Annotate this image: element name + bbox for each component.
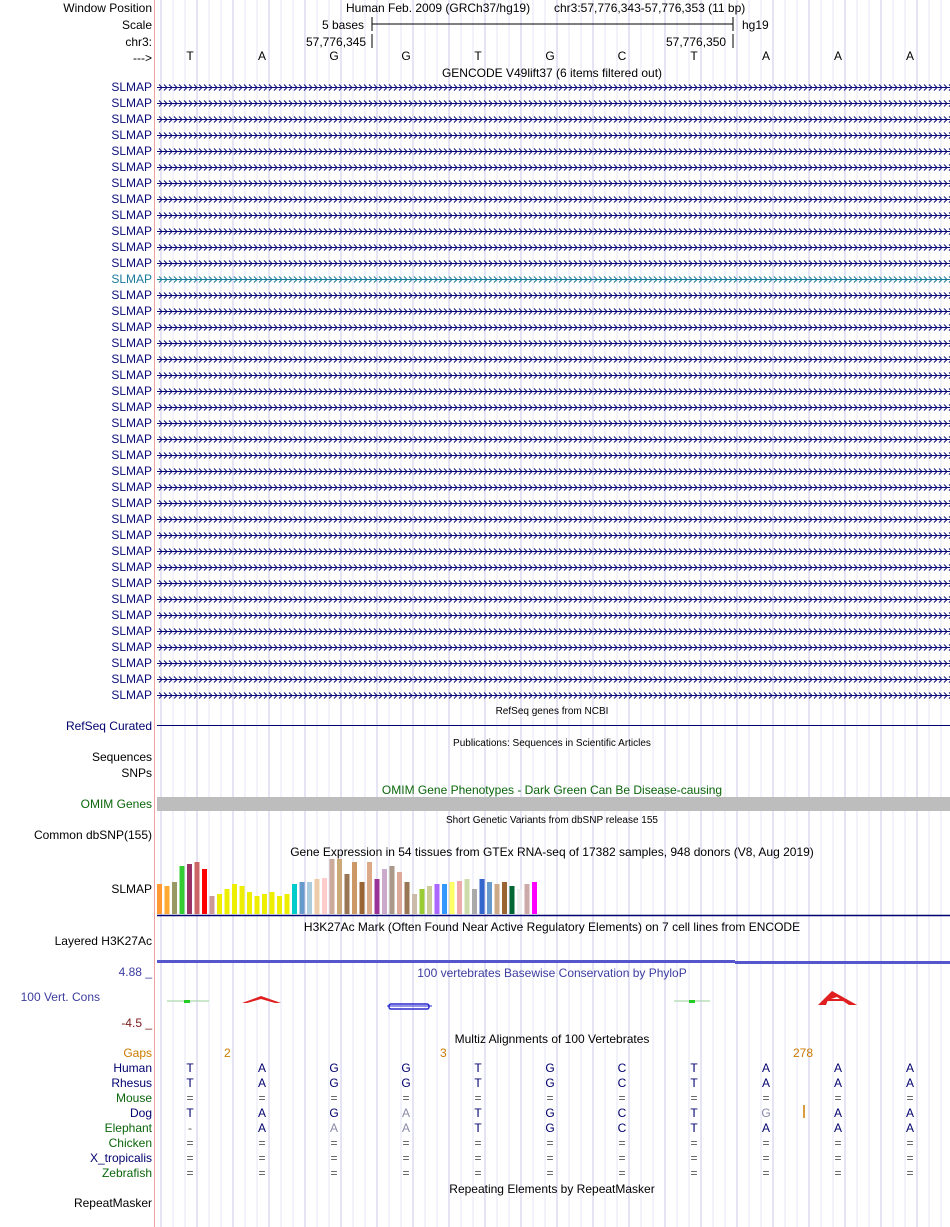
window-position-label: Window Position: [63, 1, 152, 15]
species-label[interactable]: Human: [113, 1061, 152, 1075]
gencode-gene-label[interactable]: SLMAP: [111, 400, 152, 414]
gencode-transcript[interactable]: [157, 580, 950, 587]
phylop-min-label: -4.5 _: [121, 1016, 152, 1030]
gencode-transcript[interactable]: [157, 356, 950, 363]
gencode-gene-label[interactable]: SLMAP: [111, 304, 152, 318]
gencode-transcript[interactable]: [157, 484, 950, 491]
alignment-base: G: [545, 1106, 555, 1120]
gencode-transcript[interactable]: [157, 292, 950, 299]
repeatmasker-track-label[interactable]: RepeatMasker: [73, 1196, 152, 1210]
gtex-tissue-bar[interactable]: [532, 882, 537, 914]
alignment-base: A: [257, 1061, 267, 1075]
dbsnp-track-label[interactable]: Common dbSNP(155): [33, 828, 152, 842]
gencode-gene-label[interactable]: SLMAP: [111, 560, 152, 574]
gencode-transcript[interactable]: [157, 212, 950, 219]
gap-value: 3: [440, 1046, 447, 1060]
alignment-base: A: [761, 1121, 771, 1135]
gencode-transcript[interactable]: [157, 596, 950, 603]
alignment-base: A: [257, 1106, 267, 1120]
alignment-base: A: [833, 1076, 843, 1090]
alignment-base: T: [690, 1061, 698, 1075]
alignment-base: A: [905, 1061, 915, 1075]
scale-db: hg19: [742, 18, 769, 32]
gencode-gene-label[interactable]: SLMAP: [111, 464, 152, 478]
alignment-base: =: [834, 1151, 842, 1165]
gencode-gene-label[interactable]: SLMAP: [111, 496, 152, 510]
gtex-tissue-bar[interactable]: [502, 882, 507, 914]
sequence-base: T: [186, 49, 194, 63]
gtex-tissue-bar[interactable]: [517, 889, 522, 914]
gencode-gene-label[interactable]: SLMAP: [111, 544, 152, 558]
alignment-base: =: [834, 1166, 842, 1180]
omim-gene-bar[interactable]: [157, 797, 950, 811]
alignment-base: =: [330, 1091, 338, 1105]
alignment-base: =: [762, 1166, 770, 1180]
gtex-tissue-bar[interactable]: [157, 884, 162, 914]
gencode-gene-label[interactable]: SLMAP: [111, 288, 152, 302]
alignment-base: =: [402, 1151, 410, 1165]
gencode-transcript[interactable]: [157, 468, 950, 475]
species-label[interactable]: X_tropicalis: [89, 1151, 152, 1165]
gencode-transcript[interactable]: [157, 404, 950, 411]
sequence-base: T: [474, 49, 482, 63]
gencode-gene-label[interactable]: SLMAP: [111, 640, 152, 654]
alignment-base: =: [186, 1166, 194, 1180]
gtex-tissue-bar[interactable]: [420, 889, 425, 914]
gencode-transcript[interactable]: [157, 548, 950, 555]
alignment-base: T: [186, 1061, 194, 1075]
gtex-tissue-bar[interactable]: [442, 884, 447, 914]
gencode-transcript[interactable]: [157, 692, 950, 699]
gtex-tissue-bar[interactable]: [232, 884, 237, 914]
gtex-tissue-bar[interactable]: [240, 886, 245, 914]
alignment-base: T: [690, 1121, 698, 1135]
gencode-transcript[interactable]: [157, 516, 950, 523]
gencode-transcript[interactable]: [157, 164, 950, 171]
gencode-transcript[interactable]: [157, 340, 950, 347]
gtex-tissue-bar[interactable]: [217, 894, 222, 914]
gtex-tissue-bar[interactable]: [337, 859, 342, 914]
phylop-track-label[interactable]: 100 Vert. Cons: [20, 990, 100, 1004]
alignment-base: =: [546, 1166, 554, 1180]
gencode-gene-label[interactable]: SLMAP: [111, 112, 152, 126]
gencode-gene-label[interactable]: SLMAP: [111, 160, 152, 174]
gencode-gene-label[interactable]: SLMAP: [111, 592, 152, 606]
refseq-track-label[interactable]: RefSeq Curated: [65, 719, 152, 733]
alignment-base: =: [186, 1151, 194, 1165]
gencode-gene-label[interactable]: SLMAP: [111, 480, 152, 494]
label-separator: [154, 0, 155, 1227]
gtex-tissue-bar[interactable]: [345, 874, 350, 914]
gencode-transcript[interactable]: [157, 436, 950, 443]
omim-title: OMIM Gene Phenotypes - Dark Green Can Be Disease-causing: [381, 783, 723, 797]
gtex-tissue-bar[interactable]: [465, 879, 470, 914]
gencode-gene-label[interactable]: SLMAP: [111, 688, 152, 702]
alignment-base: A: [257, 1076, 267, 1090]
gap-value: 278: [793, 1046, 814, 1060]
multiz-title: Multiz Alignments of 100 Vertebrates: [454, 1032, 650, 1046]
alignment-base: G: [545, 1061, 555, 1075]
coordinates-label[interactable]: chr3:57,776,343-57,776,353 (11 bp): [554, 1, 746, 15]
alignment-base: =: [402, 1091, 410, 1105]
gtex-tissue-bar[interactable]: [322, 878, 327, 914]
gencode-transcript[interactable]: [157, 628, 950, 635]
alignment-base: =: [906, 1136, 914, 1150]
gtex-tissue-bar[interactable]: [457, 881, 462, 914]
alignment-base: A: [401, 1106, 411, 1120]
publications-label-line2[interactable]: SNPs: [121, 766, 152, 780]
alignment-base: =: [906, 1091, 914, 1105]
gencode-transcript[interactable]: [157, 132, 950, 139]
alignment-base: =: [618, 1136, 626, 1150]
alignment-base: T: [690, 1076, 698, 1090]
gtex-bar-chart[interactable]: [157, 859, 950, 917]
gtex-tissue-bar[interactable]: [202, 869, 207, 914]
gencode-gene-label[interactable]: SLMAP: [111, 608, 152, 622]
gencode-gene-label[interactable]: SLMAP: [111, 256, 152, 270]
phylop-max-label: 4.88 _: [118, 965, 152, 979]
alignment-base: A: [761, 1061, 771, 1075]
omim-track-label[interactable]: OMIM Genes: [80, 797, 152, 811]
gencode-transcript[interactable]: [157, 276, 950, 283]
gencode-gene-label[interactable]: SLMAP: [111, 176, 152, 190]
sequence-base: T: [690, 49, 698, 63]
gencode-gene-label[interactable]: SLMAP: [111, 336, 152, 350]
alignment-base: =: [834, 1136, 842, 1150]
gencode-title: GENCODE V49lift37 (6 items filtered out): [441, 66, 663, 80]
alignment-base: =: [618, 1166, 626, 1180]
gtex-tissue-bar[interactable]: [195, 862, 200, 914]
strand-label: --->: [133, 51, 152, 65]
gtex-tissue-bar[interactable]: [367, 862, 372, 914]
sequence-base: A: [905, 49, 915, 63]
gencode-transcript[interactable]: [157, 84, 950, 91]
sequence-base: A: [761, 49, 771, 63]
alignment-base: A: [329, 1121, 339, 1135]
alignment-base: A: [833, 1106, 843, 1120]
alignment-base: T: [474, 1106, 482, 1120]
alignment-base: =: [546, 1151, 554, 1165]
alignment-base: A: [905, 1121, 915, 1135]
alignment-base: =: [690, 1136, 698, 1150]
alignment-base: T: [690, 1106, 698, 1120]
gencode-transcript[interactable]: [157, 372, 950, 379]
alignment-base: C: [617, 1121, 627, 1135]
alignment-base: T: [474, 1076, 482, 1090]
gtex-tissue-bar[interactable]: [315, 879, 320, 914]
coord-right-tick: [732, 34, 734, 48]
coord-right: 57,776,350: [666, 35, 727, 49]
alignment-base: -: [188, 1121, 192, 1135]
gtex-tissue-bar[interactable]: [262, 894, 267, 914]
alignment-base: =: [258, 1151, 266, 1165]
phylop-title: 100 vertebrates Basewise Conservation by PhyloP: [417, 966, 687, 980]
alignment-base: G: [329, 1076, 339, 1090]
gtex-tissue-bar[interactable]: [450, 882, 455, 914]
gencode-transcript[interactable]: [157, 196, 950, 203]
gencode-gene-label[interactable]: SLMAP: [111, 448, 152, 462]
gencode-gene-label[interactable]: SLMAP: [111, 224, 152, 238]
gencode-transcript[interactable]: [157, 260, 950, 267]
alignment-base: A: [833, 1061, 843, 1075]
gtex-tissue-bar[interactable]: [510, 886, 515, 914]
gtex-tissue-bar[interactable]: [382, 869, 387, 914]
alignment-base: =: [258, 1091, 266, 1105]
gtex-tissue-bar[interactable]: [495, 884, 500, 914]
refseq-line[interactable]: [157, 725, 950, 726]
alignment-base: G: [401, 1076, 411, 1090]
dbsnp-center-label: Short Genetic Variants from dbSNP release 155: [446, 815, 658, 826]
alignment-base: A: [401, 1121, 411, 1135]
gtex-tissue-bar[interactable]: [435, 884, 440, 914]
alignment-base: =: [474, 1166, 482, 1180]
gencode-gene-label[interactable]: SLMAP: [111, 192, 152, 206]
gencode-transcript[interactable]: [157, 244, 950, 251]
alignment-base: =: [474, 1091, 482, 1105]
alignment-base: =: [258, 1166, 266, 1180]
gencode-gene-label[interactable]: SLMAP: [111, 416, 152, 430]
alignment-base: =: [330, 1151, 338, 1165]
gencode-transcript[interactable]: [157, 452, 950, 459]
gtex-tissue-bar[interactable]: [277, 896, 282, 914]
gtex-title: Gene Expression in 54 tissues from GTEx RNA-seq of 17382 samples, 948 donors (V8, Aug 2019): [290, 845, 814, 859]
alignment-base: =: [762, 1136, 770, 1150]
alignment-base: =: [762, 1151, 770, 1165]
gencode-transcript[interactable]: [157, 180, 950, 187]
alignment-base: =: [402, 1136, 410, 1150]
h3k27ac-signal[interactable]: [157, 958, 950, 966]
gencode-transcript[interactable]: [157, 308, 950, 315]
gtex-tissue-bar[interactable]: [165, 886, 170, 914]
gencode-gene-label[interactable]: SLMAP: [111, 512, 152, 526]
gencode-gene-label[interactable]: SLMAP: [111, 80, 152, 94]
assembly-label: Human Feb. 2009 (GRCh37/hg19): [346, 1, 531, 15]
alignment-base: =: [834, 1091, 842, 1105]
gencode-transcript[interactable]: [157, 420, 950, 427]
gtex-tissue-bar[interactable]: [300, 882, 305, 914]
gencode-gene-label[interactable]: SLMAP: [111, 432, 152, 446]
alignment-base: =: [546, 1091, 554, 1105]
h3k27ac-signal-segment[interactable]: [735, 961, 950, 964]
scale-label: Scale: [121, 18, 152, 32]
scale-bar: [371, 17, 735, 33]
gencode-transcript[interactable]: [157, 100, 950, 107]
gencode-gene-label[interactable]: SLMAP: [111, 240, 152, 254]
gtex-tissue-bar[interactable]: [180, 866, 185, 914]
sequence-base: A: [257, 49, 267, 63]
gtex-tissue-bar[interactable]: [187, 864, 192, 914]
gtex-tissue-bar[interactable]: [285, 894, 290, 914]
gencode-gene-label[interactable]: SLMAP: [111, 128, 152, 142]
gencode-gene-label[interactable]: SLMAP: [111, 672, 152, 686]
alignment-base: =: [330, 1136, 338, 1150]
gtex-tissue-bar[interactable]: [172, 882, 177, 914]
gencode-transcript[interactable]: [157, 228, 950, 235]
coord-left-tick: [371, 34, 373, 48]
gtex-tissue-bar[interactable]: [480, 879, 485, 914]
gtex-tissue-bar[interactable]: [210, 896, 215, 914]
gencode-transcript[interactable]: [157, 388, 950, 395]
alignment-base: C: [617, 1061, 627, 1075]
gtex-tissue-bar[interactable]: [255, 896, 260, 914]
alignment-base: G: [329, 1106, 339, 1120]
alignment-base: =: [690, 1091, 698, 1105]
h3k27ac-title: H3K27Ac Mark (Often Found Near Active Regulatory Elements) on 7 cell lines from ENCODE: [303, 920, 801, 934]
gtex-tissue-bar[interactable]: [247, 892, 252, 914]
gtex-tissue-bar[interactable]: [397, 872, 402, 914]
alignment-base: =: [258, 1136, 266, 1150]
alignment-base: A: [833, 1121, 843, 1135]
gap-value: 2: [224, 1046, 231, 1060]
alignment-base: =: [618, 1091, 626, 1105]
gencode-transcript[interactable]: [157, 612, 950, 619]
gtex-tissue-bar[interactable]: [390, 866, 395, 914]
gencode-gene-label[interactable]: SLMAP: [111, 656, 152, 670]
dog-insertion-marker: [803, 1105, 807, 1119]
gencode-transcript[interactable]: [157, 116, 950, 123]
gtex-tissue-bar[interactable]: [412, 894, 417, 914]
gtex-tissue-bar[interactable]: [270, 892, 275, 914]
gencode-gene-label[interactable]: SLMAP: [111, 208, 152, 222]
alignment-base: =: [330, 1166, 338, 1180]
gencode-gene-label[interactable]: SLMAP: [111, 384, 152, 398]
alignment-base: =: [762, 1091, 770, 1105]
alignment-base: C: [617, 1106, 627, 1120]
publications-label-line1[interactable]: Sequences: [91, 750, 152, 764]
gtex-tissue-bar[interactable]: [330, 859, 335, 914]
gtex-tissue-bar[interactable]: [292, 884, 297, 914]
repeatmasker-title: Repeating Elements by RepeatMasker: [449, 1182, 655, 1196]
gtex-tissue-bar[interactable]: [352, 862, 357, 914]
gencode-gene-label[interactable]: SLMAP: [111, 368, 152, 382]
alignment-base: A: [905, 1076, 915, 1090]
alignment-base: T: [474, 1121, 482, 1135]
scale-text: 5 bases: [322, 18, 365, 32]
gtex-tissue-bar[interactable]: [525, 884, 530, 914]
alignment-base: G: [545, 1076, 555, 1090]
alignment-base: T: [186, 1076, 194, 1090]
alignment-base: =: [186, 1136, 194, 1150]
alignment-base: A: [257, 1121, 267, 1135]
species-label[interactable]: Dog: [129, 1106, 152, 1120]
gencode-gene-label[interactable]: SLMAP: [111, 272, 152, 286]
gtex-tissue-bar[interactable]: [487, 882, 492, 914]
alignment-base: =: [546, 1136, 554, 1150]
sequence-base: A: [833, 49, 843, 63]
alignment-base: =: [618, 1151, 626, 1165]
h3k27ac-track-label[interactable]: Layered H3K27Ac: [54, 934, 152, 948]
gencode-gene-label[interactable]: SLMAP: [111, 96, 152, 110]
gencode-transcript[interactable]: [157, 660, 950, 667]
coord-left: 57,776,345: [306, 35, 367, 49]
gaps-label: Gaps: [123, 1046, 152, 1060]
sequence-base: G: [329, 49, 339, 63]
gtex-tissue-bar[interactable]: [225, 889, 230, 914]
alignment-base: =: [474, 1136, 482, 1150]
alignment-base: G: [545, 1121, 555, 1135]
species-label[interactable]: Mouse: [115, 1091, 152, 1105]
gencode-transcript[interactable]: [157, 324, 950, 331]
publications-center-label: Publications: Sequences in Scientific Articles: [453, 738, 651, 749]
alignment-base: =: [474, 1151, 482, 1165]
gtex-tissue-bar[interactable]: [375, 879, 380, 914]
gtex-track-label[interactable]: SLMAP: [111, 882, 152, 896]
alignment-base: T: [186, 1106, 194, 1120]
species-label[interactable]: Chicken: [108, 1136, 152, 1150]
alignment-base: =: [186, 1091, 194, 1105]
gencode-gene-label[interactable]: SLMAP: [111, 352, 152, 366]
alignment-base: =: [690, 1151, 698, 1165]
gencode-gene-label[interactable]: SLMAP: [111, 320, 152, 334]
gtex-tissue-bar[interactable]: [307, 882, 312, 914]
gtex-tissue-bar[interactable]: [472, 889, 477, 914]
gencode-transcript[interactable]: [157, 564, 950, 571]
species-label[interactable]: Rhesus: [111, 1076, 152, 1090]
sequence-base: C: [617, 49, 627, 63]
species-label[interactable]: Zebrafish: [101, 1166, 152, 1180]
gencode-gene-label[interactable]: SLMAP: [111, 576, 152, 590]
sequence-base: G: [401, 49, 411, 63]
gtex-tissue-bar[interactable]: [360, 882, 365, 914]
gtex-tissue-bar[interactable]: [427, 886, 432, 914]
alignment-base: G: [329, 1061, 339, 1075]
gencode-gene-label[interactable]: SLMAP: [111, 528, 152, 542]
refseq-center-label: RefSeq genes from NCBI: [495, 706, 609, 717]
gencode-transcript[interactable]: [157, 644, 950, 651]
alignment-base: =: [906, 1151, 914, 1165]
gencode-gene-label[interactable]: SLMAP: [111, 624, 152, 638]
alignment-base: A: [905, 1106, 915, 1120]
alignment-base: A: [761, 1076, 771, 1090]
gencode-transcript[interactable]: [157, 148, 950, 155]
alignment-base: C: [617, 1076, 627, 1090]
gencode-transcript[interactable]: [157, 500, 950, 507]
alignment-base: T: [474, 1061, 482, 1075]
alignment-base: =: [906, 1166, 914, 1180]
h3k27ac-signal-segment[interactable]: [157, 960, 735, 963]
alignment-base: =: [402, 1166, 410, 1180]
phylop-signal[interactable]: [157, 982, 950, 1012]
species-label[interactable]: Elephant: [104, 1121, 152, 1135]
alignment-base: G: [761, 1106, 771, 1120]
chrom-label: chr3:: [125, 35, 152, 49]
sequence-base: G: [545, 49, 555, 63]
gtex-tissue-bar[interactable]: [405, 882, 410, 914]
gencode-gene-label[interactable]: SLMAP: [111, 144, 152, 158]
gencode-transcript[interactable]: [157, 532, 950, 539]
alignment-base: G: [401, 1061, 411, 1075]
gencode-transcript[interactable]: [157, 676, 950, 683]
alignment-base: =: [690, 1166, 698, 1180]
